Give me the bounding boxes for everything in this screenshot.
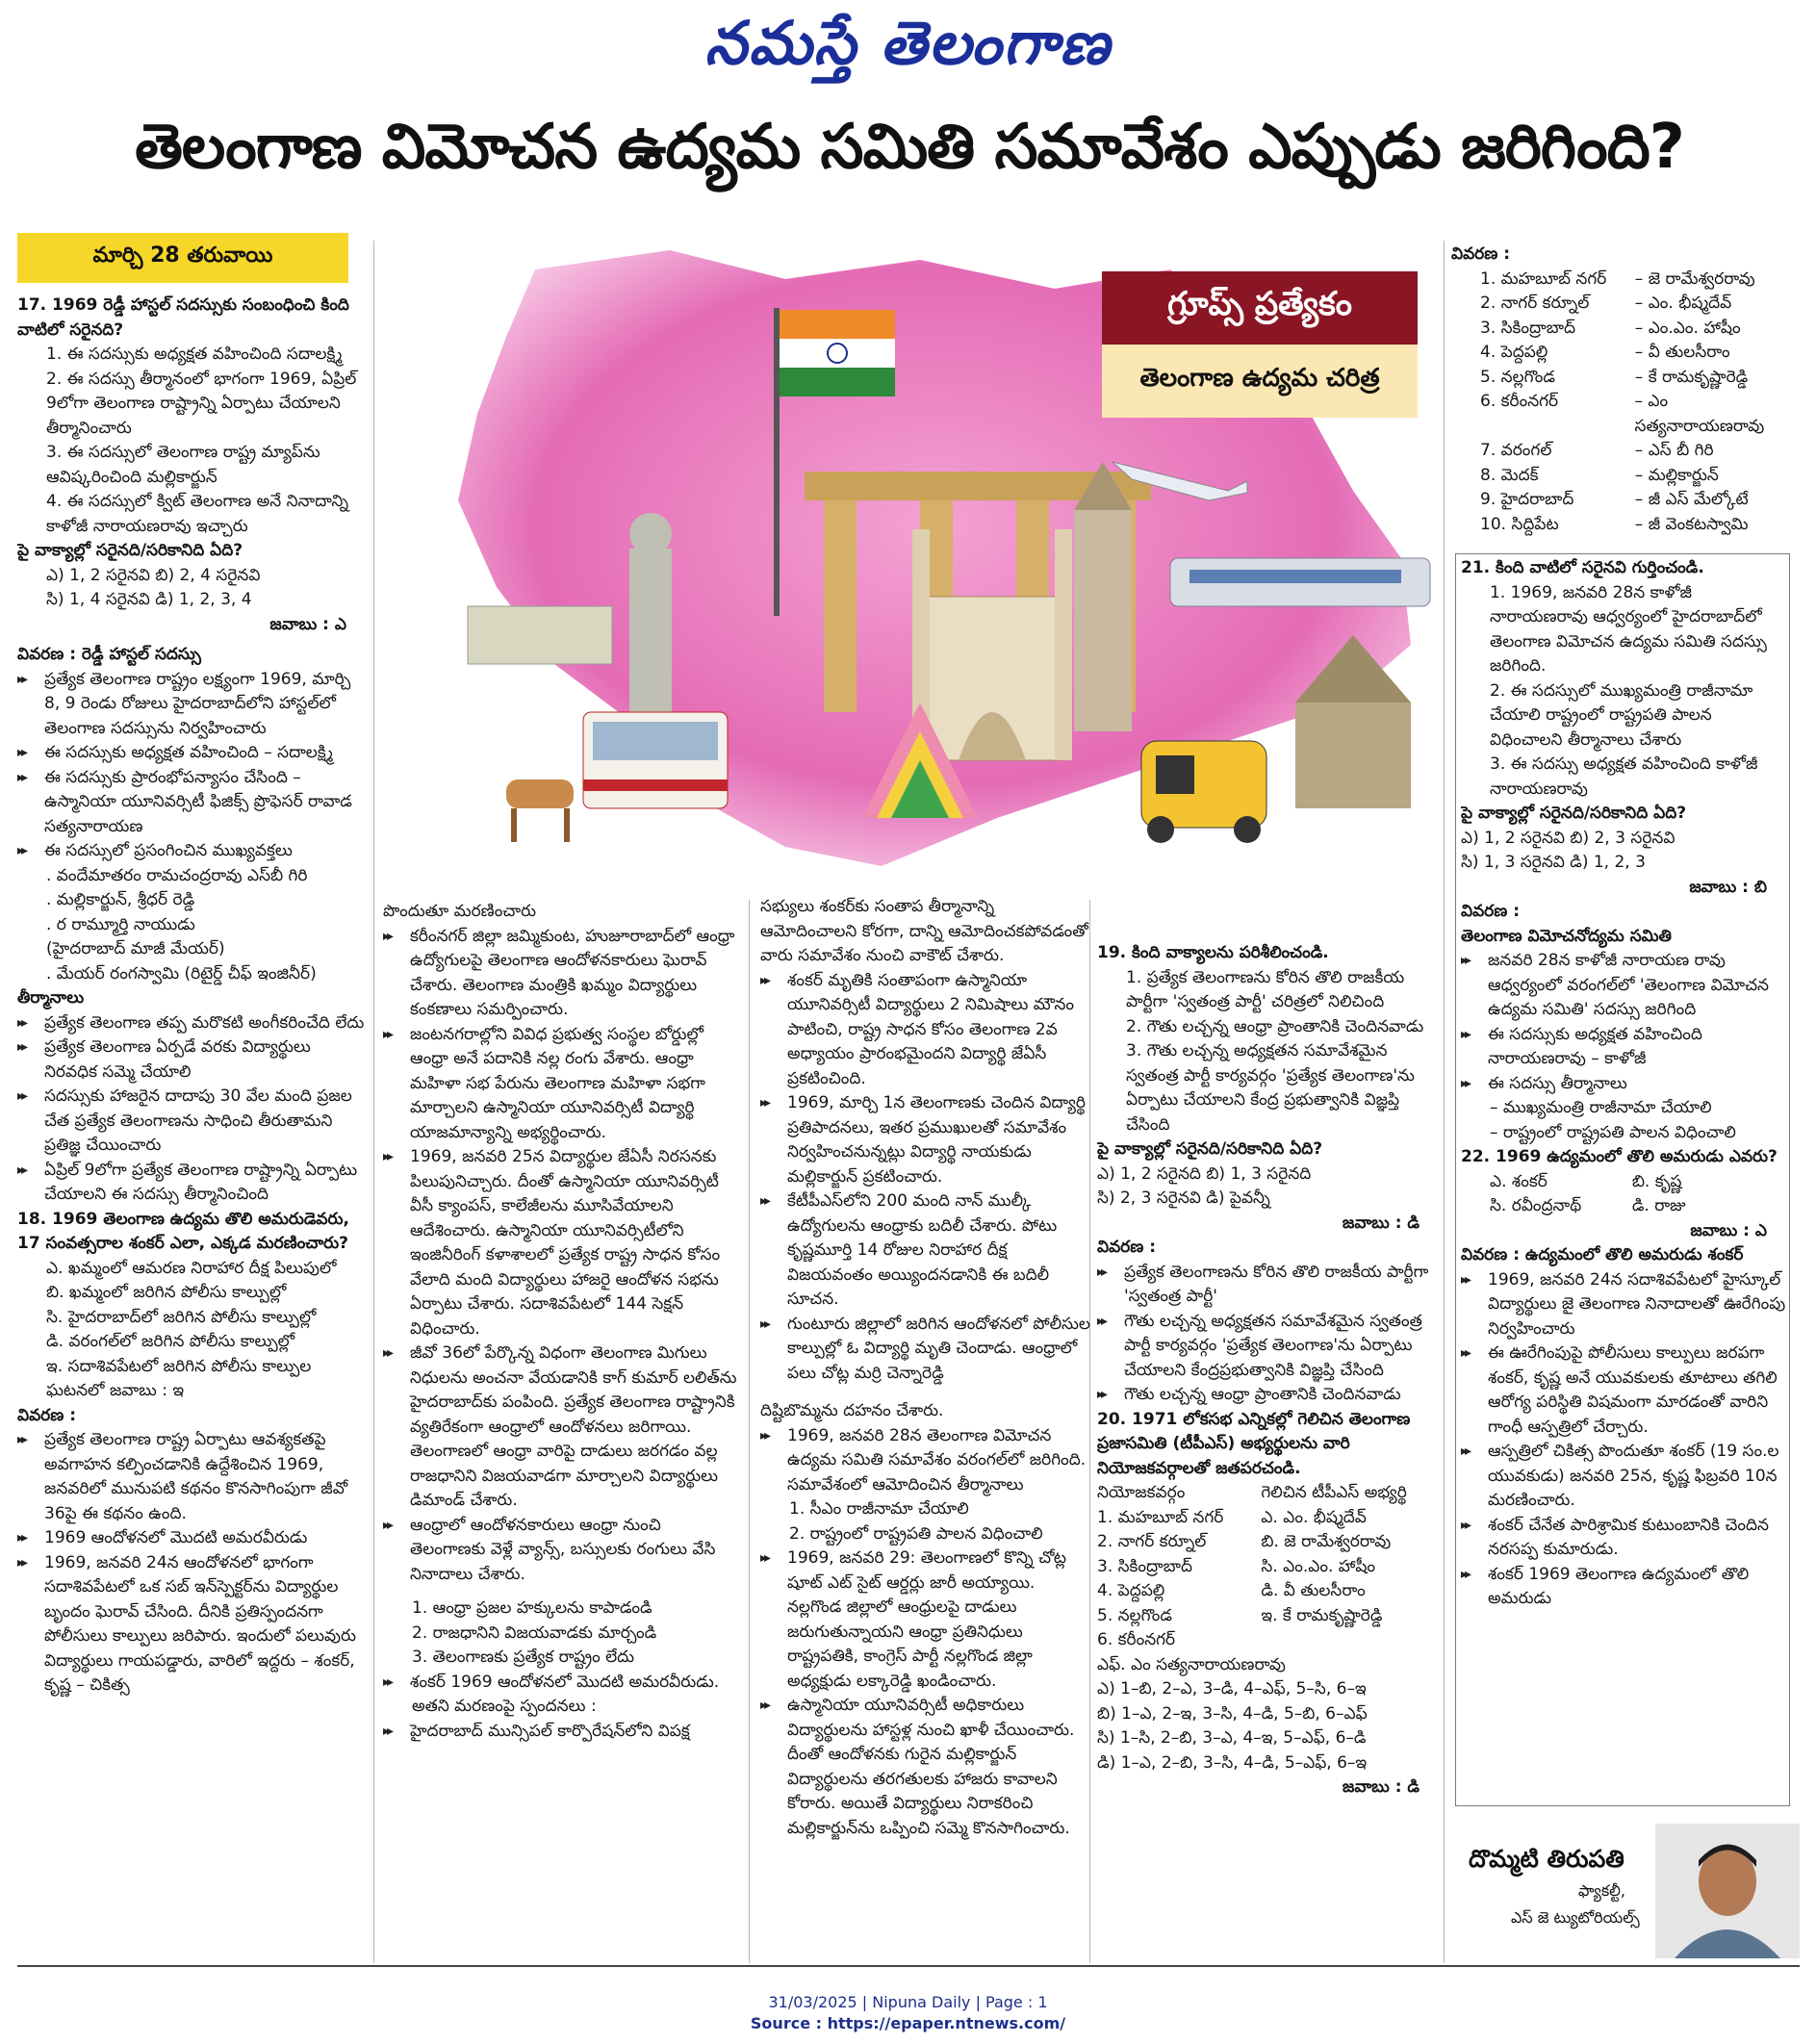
column-4 (1097, 941, 1439, 1961)
explain-candidate: – జీ ఎస్ మేల్కోటే (1634, 490, 1749, 509)
q20-explain-row (1451, 292, 1803, 317)
q20-answer: జవాబు : డి (1342, 1777, 1420, 1797)
question-19: 19. కింది వాక్యాలను పరిశీలించండి. (1097, 943, 1329, 962)
q19-choices-cd: సి) 2, 3 సరైనవి డి) పైవన్నీ (1097, 1188, 1270, 1208)
q17-answer: జవాబు : ఎ (269, 614, 346, 634)
q20-constituency: 2. నాగర్ కర్నూల్ (1097, 1532, 1207, 1551)
q18-option-c: సి. హైదరాబాద్‌లో జరిగిన పోలీసు కాల్పుల్లో (46, 1307, 317, 1327)
q22-choice-a: ఎ. శంకర్ (1490, 1171, 1547, 1191)
metro-train (1170, 558, 1430, 606)
question-22: 22. 1969 ఉద్యమంలో తొలి అమరుడు ఎవరు? (1461, 1147, 1778, 1166)
q17-option-2: 2. ఈ సదస్సు తీర్మానంలో భాగంగా 1969, ఏప్రిల్ 9లోగా తెలంగాణ రాష్ట్రాన్ని ఏర్పాటు చేయాలని తీర్మానించారు (46, 369, 357, 438)
q20-candidate: ఎ. ఎం. భీష్మదేవ్ (1261, 1507, 1367, 1527)
q20-row (1097, 1555, 1439, 1580)
q19-explanation-head: వివరణ : (1097, 1238, 1157, 1257)
q20-explain-row (1451, 513, 1803, 538)
col2-bullet-1: ▸▸ కరీంనగర్ జిల్లా జమ్మికుంట, హుజూరాబాద్‌లో ఆంధ్రా ఉద్యోగులపై తెలంగాణ ఆందోళనకారులు ఘెరావ్ చేశారు. తెలంగాణ మంత్రికి ఖమ్మం విద్యార్థులు కంకణాలు సమర్పించారు. (383, 925, 737, 1023)
q18-explanation-head: వివరణ : (17, 1405, 77, 1425)
q22-answer: జవాబు : ఎ (1690, 1220, 1767, 1240)
q20-explain-row (1451, 439, 1803, 464)
q20-head-candidate: గెలిచిన టీపీఎస్ అభ్యర్థి (1261, 1483, 1407, 1502)
author-card (1463, 1824, 1800, 1958)
q20-row (1097, 1604, 1439, 1629)
q22-bullet-4: ▸▸ శంకర్ చేనేత పారిశ్రామిక కుటుంబానికి చెందిన నరసప్ప కుమారుడు. (1461, 1514, 1786, 1563)
speaker-3-note: (హైదరాబాద్ మాజీ మేయర్) (46, 939, 225, 958)
column-divider (749, 900, 750, 1963)
q18-option-b: బి. ఖమ్మంలో జరిగిన పోలీసు కాల్పుల్లో (46, 1283, 287, 1302)
resolution-3: ▸▸ సదస్సుకు హాజరైన దాదాపు 30 వేల మంది ప్రజల చేత ప్రత్యేక తెలంగాణను సాధించి తీరుతామని ప్రతిజ్ఞ చేయించారు (17, 1085, 366, 1159)
q17-choices-ab: ఎ) 1, 2 సరైనవి బి) 2, 4 సరైనవి (46, 565, 261, 585)
q20-row (1097, 1530, 1439, 1555)
question-18: 18. 1969 తెలంగాణ ఉద్యమ తొలి అమరుడెవరు, 17 సంవత్సరాల శంకర్ ఎలా, ఎక్కడ మరణించారు? (17, 1209, 349, 1253)
explain-constituency: 2. నాగర్ కర్నూల్ (1480, 294, 1590, 313)
q22-choice-b: బి. కృష్ణ (1631, 1171, 1682, 1191)
col2-bullet-6: ▸▸ శంకర్ 1969 ఆందోళనలో మొదటి అమరవీరుడు. (383, 1671, 737, 1696)
explain-candidate: – ఎస్ బీ గిరి (1634, 441, 1714, 460)
explain-candidate: – ఎం.ఎం. హాషీం (1634, 318, 1741, 338)
explain-constituency: 9. హైదరాబాద్ (1480, 490, 1574, 509)
q18-option-e: ఇ. సదాశివపేటలో జరిగిన పోలీసు కాల్పుల ఘటనలో జవాబు : ఇ (46, 1356, 312, 1400)
q21-answer: జవాబు : బి (1689, 877, 1767, 897)
q19-choices-ab: ఎ) 1, 2 సరైనది బి) 1, 3 సరైనది (1097, 1163, 1312, 1184)
explain-constituency: 3. సికింద్రాబాద్ (1480, 318, 1575, 338)
resolutions-head: తీర్మానాలు (17, 988, 85, 1008)
col2-bullet-7: ▸▸ హైదరాబాద్ మున్సిపల్ కార్పొరేషన్‌లోని విపక్ష (383, 1720, 737, 1745)
footer-date-line: 31/03/2025 | Nipuna Daily | Page : 1 (768, 1993, 1048, 2011)
author-photo (1655, 1824, 1800, 1958)
author-name: దొమ్మటి తిరుపతి (1469, 1845, 1624, 1873)
resolution-1: ▸▸ ప్రత్యేక తెలంగాణ తప్ప మరొకటి అంగీకరించేది లేదు (17, 1011, 366, 1036)
col3-resolution-2: 2. రాష్ట్రంలో రాష్ట్రపతి పాలన విధించాలి (789, 1523, 1043, 1544)
col2-bullet-2: ▸▸ జంటనగరాల్లోని వివిధ ప్రభుత్వ సంస్థల బోర్డుల్లో ఆంధ్రా అనే పదానికి నల్ల రంగు వేశారు. ఆంధ్రా మహిళా సభ పేరును తెలంగాణ మహిళా సభగా మార్చాలని ఉస్మానియా యూనివర్సిటీ విద్యార్థి యాజమాన్యాన్ని అభ్యర్థించారు. (383, 1023, 737, 1146)
rtc-bus (583, 712, 728, 808)
q20-constituency: 3. సికింద్రాబాద్ (1097, 1556, 1192, 1576)
question-20: 20. 1971 లోకసభ ఎన్నికల్లో గెలిచిన తెలంగాణ ప్రజాసమితి (టీపీఎస్) అభ్యర్థులను వారి నియోజకవర్గాలతో జతపరచండి. (1097, 1409, 1411, 1478)
col3-bullet-6: ▸▸ 1969, జనవరి 28న తెలంగాణ విమోచన ఉద్యమ సమితి సమావేశం వరంగల్‌లో జరిగింది. సమావేశంలో ఆమోదించిన తీర్మానాలు (760, 1424, 1093, 1498)
col2-bullet-3: ▸▸ 1969, జనవరి 25న విద్యార్థుల జేఏసీ నిరసనకు పిలుపునిచ్చారు. దీంతో ఉస్మానియా యూనివర్సిటీ వీసీ క్యాంపస్, కాలేజీలను మూసివేయాలని ఆదేశించారు. ఉస్మానియా యూనివర్సిటీలోని ఇంజినీరింగ్ కళాశాలలో ప్రత్యేక రాష్ట్ర సాధన కోసం వేలాది మంది విద్యార్థులు హాజరై ఆందోళన సభను ఏర్పాటు చేశారు. సదాశివపేటలో 144 సెక్షన్ విధించారు. (383, 1145, 737, 1341)
q20-explain-row (1451, 317, 1803, 342)
q20-constituency: 5. నల్లగొండ (1097, 1605, 1172, 1625)
movement-history-banner: తెలంగాణ ఉద్యమ చరిత్ర (1102, 345, 1418, 418)
q22-choices-row (1461, 1170, 1786, 1195)
q19-answer: జవాబు : డి (1342, 1213, 1420, 1233)
col2-text-0: పొందుతూ మరణించారు (383, 902, 537, 921)
q20-choice-b: బి) 1–ఎ, 2–ఇ, 3–సి, 4–డి, 5–బి, 6–ఎఫ్ (1097, 1703, 1368, 1724)
deer (506, 779, 574, 842)
q22-bullet-2: ▸▸ ఈ ఊరేగింపుపై పోలీసులు కాల్పులు జరపగా శంకర్, కృష్ణ అనే యువకులకు తూటాలు తగిలి ఆరోగ్య పరిస్థితి విషమంగా మారడంతో వారిని గాంధీ ఆస్పత్రిలో చేర్చారు. (1461, 1341, 1786, 1440)
q17-explain-bullet-1: ▸▸ ప్రత్యేక తెలంగాణ రాష్ట్రం లక్ష్యంగా 1969, మార్చి 8, 9 రెండు రోజులు హైదరాబాద్‌లోని హాస్టల్‌లో తెలంగాణ సదస్సును నిర్వహించారు (17, 668, 366, 742)
q20-candidate: డి. వీ తులసీరాం (1261, 1581, 1366, 1600)
q20-explain-row (1451, 268, 1803, 293)
q18-bullet-3: ▸▸ 1969, జనవరి 24న ఆందోళనలో భాగంగా సదాశివపేటలో ఒక సబ్ ఇన్‌స్పెక్టర్‌ను విద్యార్థుల బృందం ఘెరావ్ చేసింది. దీనికి ప్రతిస్పందనగా పోలీసులు కాల్పులు జరిపారు. ఇందులో పలువురు విద్యార్థులు గాయపడ్డారు, వారిలో ఇద్దరు – శంకర్, కృష్ణ – చికిత్స (17, 1551, 366, 1699)
q17-explain-bullet-2: ▸▸ ఈ సదస్సుకు అధ్యక్షత వహించింది – సదాలక్ష్మి (17, 741, 366, 766)
q21-option-2: 2. ఈ సదస్సులో ముఖ్యమంత్రి రాజీనామా చేయాలి రాష్ట్రంలో రాష్ట్రపతి పాలన విధించాలని తీర్మానాలు చేశారు (1490, 680, 1753, 750)
speaker-1: . వందేమాతరం రామచంద్రరావు ఎస్‌బీ గిరి (46, 865, 308, 885)
explain-constituency: 4. పెద్దపల్లి (1480, 343, 1548, 362)
flag-pole (774, 308, 780, 616)
speaker-4: . మేయర్ రంగస్వామి (రిటైర్డ్ చీఫ్ ఇంజినీర్) (46, 963, 317, 984)
page-footer (0, 1992, 1816, 2034)
q22-choice-c: సి. రవీంద్రనాథ్ (1490, 1196, 1582, 1215)
q18-bullet-2: ▸▸ 1969 ఆందోళనలో మొదటి అమరవీరుడు (17, 1526, 366, 1551)
slogan-1: 1. ఆంధ్రా ప్రజల హక్కులను కాపాడండి (412, 1598, 652, 1618)
q20-constituency: 1. మహబూబ్ నగర్ (1097, 1507, 1224, 1527)
question-17: 17. 1969 రెడ్డీ హాస్టల్ సదస్సుకు సంబంధించి కింది వాటిలో సరైనది? (17, 295, 349, 340)
explain-candidate: – కే రామకృష్ణారెడ్డి (1634, 367, 1749, 387)
column-divider (1444, 241, 1445, 1963)
q17-explain-bullet-4: ▸▸ ఈ సదస్సులో ప్రసంగించిన ముఖ్యవక్తలు (17, 839, 366, 864)
col2-bullet-4: ▸▸ జీవో 36లో పేర్కొన్న విధంగా తెలంగాణ మిగులు నిధులను అంచనా వేయడానికి కాగ్ కుమార్ లలిత్‌ను హైదరాబాద్‌కు పంపింది. ప్రత్యేక తెలంగాణ రాష్ట్రానికి వ్యతిరేకంగా ఆంధ్రాలో ఆందోళనలు జరిగాయి. తెలంగాణలో ఆంధ్రా వారిపై దాడులు జరగడం వల్ల రాజధానిని విజయవాడగా మార్చాలని విద్యార్థులు డిమాండ్ చేశారు. (383, 1341, 737, 1514)
q20-explain-row (1451, 488, 1803, 513)
q21-bullet-3: ▸▸ ఈ సదస్సు తీర్మానాలు (1461, 1072, 1786, 1097)
col2-bullet-5: ▸▸ ఆంధ్రాలో ఆందోళనకారులు ఆంధ్రా నుంచి తెలంగాణకు వెళ్లే వ్యాన్స్, బస్సులకు రంగులు వేసి నినాదాలు చేశారు. (383, 1514, 737, 1588)
groups-special-banner: గ్రూప్స్ ప్రత్యేకం (1102, 271, 1418, 345)
q21-option-3: 3. ఈ సదస్సు అధ్యక్షత వహించింది కాళోజీ నారాయణరావు (1490, 754, 1758, 799)
q20-head-constituency: నియోజకవర్గం (1097, 1483, 1186, 1502)
q22-bullet-5: ▸▸ శంకర్ 1969 తెలంగాణ ఉద్యమంలో తొలి అమరుడు (1461, 1563, 1786, 1612)
explain-candidate: – వీ తులసీరాం (1634, 343, 1730, 362)
q20-explain-row (1451, 464, 1803, 489)
explain-candidate: – జె రామేశ్వరరావు (1634, 268, 1755, 289)
col3-resolution-1: 1. సీఎం రాజీనామా చేయాలి (789, 1499, 969, 1519)
continuation-tag: మార్చి 28 తరువాయి (17, 233, 348, 283)
column-divider (373, 241, 374, 1963)
q17-explain-bullet-3: ▸▸ ఈ సదస్సుకు ప్రారంభోపన్యాసం చేసింది – ఉస్మానియా యూనివర్సిటీ ఫిజిక్స్ ప్రొఫెసర్ రావాడ సత్యనారాయణ (17, 766, 366, 840)
column-3 (760, 895, 1093, 1958)
q18-option-d: డి. వరంగల్‌లో జరిగిన పోలీసు కాల్పుల్లో (46, 1332, 295, 1351)
page-headline: తెలంగాణ విమోచన ఉద్యమ సమితి సమావేశం ఎప్పుడు జరిగింది? (135, 112, 1684, 183)
q19-option-3: 3. గౌతు లచ్చన్న అధ్యక్షతన సమావేశమైన స్వతంత్ర పార్టీ కార్యవర్గం 'ప్రత్యేక తెలంగాణ'ను ఏర్పాటు చేయాలని కేంద్ర ప్రభుత్వానికి విజ్ఞప్తి చేసింది (1126, 1041, 1415, 1135)
q20-row (1097, 1628, 1439, 1653)
q20-explanation-head: వివరణ : (1451, 244, 1511, 264)
q20-candidate: బి. జె రామేశ్వరరావు (1261, 1532, 1392, 1551)
q20-row (1097, 1579, 1439, 1604)
buddha-statue (629, 513, 672, 712)
speaker-3: . ర రామ్మూర్తి నాయుడు (46, 914, 195, 934)
q17-option-4: 4. ఈ సదస్సులో క్విట్ తెలంగాణ అనే నినాదాన్ని కాళోజీ నారాయణరావు ఇచ్చారు (46, 492, 349, 536)
q22-bullet-3: ▸▸ ఆస్పత్రిలో చికిత్స పొందుతూ శంకర్ (19 సం.ల యువకుడు) జనవరి 25న, కృష్ణ ఫిబ్రవరి 10న మరణించారు. (1461, 1440, 1786, 1514)
q19-bullet-2: ▸▸ గౌతు లచ్చన్న అధ్యక్షతన సమావేశమైన స్వతంత్ర పార్టీ కార్యవర్గం 'ప్రత్యేక తెలంగాణ'ను ఏర్పాటు చేయాలని కేంద్రప్రభుత్వానికి విజ్ఞప్తి చేసింది (1097, 1310, 1439, 1384)
q20-explain-row (1451, 366, 1803, 391)
q19-option-2: 2. గౌతు లచ్చన్న ఆంధ్రా ప్రాంతానికి చెందినవాడు (1126, 1016, 1424, 1036)
column-5-box-content (1461, 556, 1786, 1798)
col3-text-5: దిష్టిబొమ్మను దహనం చేశారు. (760, 1401, 944, 1420)
stadium (468, 606, 612, 664)
q18-option-a: ఎ. ఖమ్మంలో ఆమరణ నిరాహార దీక్ష పిలుపులో (46, 1258, 337, 1278)
q17-option-1: 1. ఈ సదస్సుకు అధ్యక్షత వహించింది సదాలక్ష్మి (46, 345, 343, 364)
q20-explain-row (1451, 390, 1803, 439)
q20-choice-d: డి) 1–ఎ, 2–బి, 3–సి, 4–డి, 5–ఎఫ్, 6–ఇ (1097, 1752, 1368, 1773)
column-1-upper (17, 294, 366, 1699)
resolution-4: ▸▸ ఏప్రిల్ 9లోగా ప్రత్యేక తెలంగాణ రాష్ట్రాన్ని ఏర్పాటు చేయాలని ఈ సదస్సు తీర్మానించింది (17, 1159, 366, 1208)
q21-bullet-1: ▸▸ జనవరి 28న కాళోజీ నారాయణ రావు ఆధ్వర్యంలో వరంగల్‌లో 'తెలంగాణ విమోచన ఉద్యమ సమితి' సదస్సు జరిగింది (1461, 949, 1786, 1023)
col3-bullet-2: ▸▸ 1969, మార్చి 1న తెలంగాణకు చెందిన విద్యార్థి ప్రతిపాదనలు, ఇతర ప్రముఖులతో సమావేశం నిర్వహించనున్నట్లు విద్యార్థి నాయకుడు మల్లికార్జున్ ప్రకటించారు. (760, 1091, 1093, 1189)
explain-constituency: 1. మహబూబ్ నగర్ (1480, 268, 1607, 289)
q17-choices-cd: సి) 1, 4 సరైనవి డి) 1, 2, 3, 4 (46, 590, 252, 609)
question-21: 21. కింది వాటిలో సరైనవి గుర్తించండి. (1461, 558, 1704, 577)
q20-constituency: 4. పెద్దపల్లి (1097, 1581, 1165, 1600)
explain-constituency: 5. నల్లగొండ (1480, 367, 1555, 387)
explain-candidate: – ఎం. భీష్మదేవ్ (1634, 294, 1732, 313)
explain-constituency: 10. సిద్దిపేట (1480, 514, 1559, 534)
q19-option-1: 1. ప్రత్యేక తెలంగాణను కోరిన తొలి రాజకీయ పార్టీగా 'స్వతంత్ర పార్టీ' చరిత్రలో నిలిచింది (1126, 967, 1405, 1011)
q20-row (1097, 1506, 1439, 1531)
footer-source-link[interactable]: Source : https://epaper.ntnews.com/ (750, 2014, 1066, 2032)
q17-prompt: పై వాక్యాల్లో సరైనది/సరికానిది ఏది? (17, 541, 243, 560)
q18-bullet-1: ▸▸ ప్రత్యేక తెలంగాణ రాష్ట్ర ఏర్పాటు ఆవశ్యకతపై అవగాహన కల్పించడానికి ఉద్దేశించిన 1969, జనవరిలో మునుపటి కథనం కొనసాగింపుగా జీవో 36పై ఈ కథనం ఉంది. (17, 1428, 366, 1526)
q21-option-1: 1. 1969, జనవరి 28న కాళోజీ నారాయణరావు ఆధ్వర్యంలో హైదరాబాద్‌లో తెలంగాణ విమోచన ఉద్యమ సమితి సదస్సు జరిగింది. (1490, 582, 1767, 676)
auto-rickshaw (1141, 741, 1266, 843)
q21-choices-ab: ఎ) 1, 2 సరైనవి బి) 2, 3 సరైనవి (1461, 828, 1675, 848)
column-5-upper (1451, 243, 1803, 537)
explain-constituency: 6. కరీంనగర్ (1480, 392, 1559, 411)
col3-bullet-4: ▸▸ గుంటూరు జిల్లాలో జరిగిన ఆందోళనలో పోలీసుల కాల్పుల్లో ఓ విద్యార్థి మృతి చెందాడు. ఆంధ్రాలో పలు చోట్ల మర్రి చెన్నారెడ్డి (760, 1313, 1093, 1387)
q20-choice-a: ఎ) 1–బి, 2–ఎ, 3–డి, 4–ఎఫ్, 5–సి, 6–ఇ (1097, 1679, 1367, 1699)
explain-constituency: 8. మెదక్ (1480, 465, 1539, 485)
flag-green (780, 368, 895, 396)
col3-bullet-7: ▸▸ 1969, జనవరి 29: తెలంగాణలో కొన్ని చోట్ల షూట్ ఎట్ సైట్ ఆర్డర్లు జారీ అయ్యాయి. నల్లగొండ జిల్లాలో ఆంధ్రులపై దాడులు జరుగుతున్నాయని ఆంధ్రా ప్రతినిధులు రాష్ట్రపతికి, కాంగ్రెస్ పార్టీ నల్లగొండ జిల్లా అధ్యక్షుడు లక్కారెడ్డి ఖండించారు. (760, 1546, 1093, 1694)
q21-explanation-head: వివరణ : (1461, 902, 1521, 921)
q21-resolution-1: – ముఖ్యమంత్రి రాజీనామా చేయాలి (1490, 1098, 1712, 1117)
explain-candidate: – మల్లికార్జున్ (1634, 465, 1719, 485)
q21-choices-cd: సి) 1, 3 సరైనవి డి) 1, 2, 3 (1461, 853, 1646, 872)
explain-candidate: – ఎం సత్యనారాయణరావు (1634, 392, 1765, 436)
explain-candidate: – జీ వెంకటస్వామి (1634, 514, 1749, 534)
col3-bullet-3: ▸▸ కేటీపీఎస్‌లోని 200 మంది నాన్ ముల్కీ ఉద్యోగులను ఆంధ్రాకు బదిలీ చేశారు. పోటు కృష్ణమూర్తి 14 రోజుల నిరాహార దీక్ష విజయవంతం అయ్యిందనడానికి ఈ బదిలీ సూచన. (760, 1189, 1093, 1313)
col3-text-0: సభ్యులు శంకర్‌కు సంతాప తీర్మానాన్ని ఆమోదించాలని కోరగా, దాన్ని ఆమోదించకపోవడంతో వారు సమావేశం నుంచి వాకౌట్ చేశారు. (760, 897, 1088, 965)
footer-rule (17, 1965, 1800, 1967)
q22-bullet-1: ▸▸ 1969, జనవరి 24న సదాశివపేటలో హైస్కూల్ విద్యార్థులు జై తెలంగాణ నినాదాలతో ఊరేగింపు నిర్వహించారు (1461, 1268, 1786, 1342)
resolution-2: ▸▸ ప్రత్యేక తెలంగాణ ఏర్పడే వరకు విద్యార్థులు నిరవధిక సమ్మె చేయాలి (17, 1035, 366, 1085)
q21-resolution-2: – రాష్ట్రంలో రాష్ట్రపతి పాలన విధించాలి (1490, 1122, 1736, 1142)
author-role: ఫ్యాకల్టీ, (1578, 1881, 1625, 1900)
q20-extra-candidate: ఎఫ్. ఎం సత్యనారాయణరావు (1097, 1654, 1286, 1674)
q20-constituency: 6. కరీంనగర్ (1097, 1630, 1176, 1649)
q17-option-3: 3. ఈ సదస్సులో తెలంగాణ రాష్ట్ర మ్యాప్‌ను ఆవిష్కరించింది మల్లికార్జున్ (46, 443, 320, 487)
slogan-3: 3. తెలంగాణకు ప్రత్యేక రాష్ట్రం లేదు (412, 1648, 635, 1667)
slogan-2: 2. రాజధానిని విజయవాడకు మార్చండి (412, 1622, 657, 1643)
q20-choice-c: సి) 1–సి, 2–బి, 3–ఎ, 4–ఇ, 5–ఎఫ్, 6–డి (1097, 1728, 1367, 1748)
q19-bullet-1: ▸▸ ప్రత్యేక తెలంగాణను కోరిన తొలి రాజకీయ పార్టీగా 'స్వతంత్ర పార్టీ' (1097, 1261, 1439, 1310)
q21-explanation-subhead: తెలంగాణ విమోచనోద్యమ సమితి (1461, 926, 1672, 946)
flag-saffron (780, 310, 895, 339)
q22-explanation-head: వివరణ : ఉద్యమంలో తొలి అమరుడు శంకర్ (1461, 1245, 1744, 1265)
speaker-2: . మల్లికార్జున్, శ్రీధర్ రెడ్డి (46, 890, 195, 909)
author-institution: ఎస్ జె ట్యుటోరియల్స్ (1511, 1908, 1640, 1927)
q21-bullet-2: ▸▸ ఈ సదస్సుకు అధ్యక్షత వహించింది నారాయణరావు – కాళోజీ (1461, 1023, 1786, 1072)
q22-choices-row (1461, 1194, 1786, 1219)
col3-bullet-1: ▸▸ శంకర్ మృతికి సంతాపంగా ఉస్మానియా యూనివర్సిటీ విద్యార్థులు 2 నిమిషాలు మౌనం పాటించి, రాష్ట్ర సాధన కోసం తెలంగాణ 2వ అధ్యాయం ప్రారంభమైందని విద్యార్థి జేఏసీ ప్రకటించింది. (760, 969, 1093, 1092)
clock-tower (1074, 462, 1132, 731)
explain-constituency: 7. వరంగల్ (1480, 441, 1552, 460)
col3-bullet-8: ▸▸ ఉస్మానియా యూనివర్సిటీ అధికారులు విద్యార్థులను హాస్టళ్ల నుంచి ఖాళీ చేయించారు. దీంతో ఆందోళనకు గురైన మల్లికార్జున్ విద్యార్థులను తరగతులకు హాజరు కావాలని కోరారు. అయితే విద్యార్థులు నిరాకరించి మల్లికార్జున్‌ను ఒప్పించి సమ్మె కొనసాగించారు. (760, 1694, 1093, 1841)
masthead-logo[interactable]: నమస్తే తెలంగాణ (704, 8, 1112, 78)
q17-explanation-head: వివరణ : రెడ్డీ హాస్టల్ సదస్సు (17, 645, 201, 664)
column-2 (383, 900, 737, 1958)
q20-table-head (1097, 1481, 1439, 1506)
q20-candidate: సి. ఎం.ఎం. హాషీం (1261, 1556, 1376, 1576)
q21-prompt: పై వాక్యాల్లో సరైనది/సరికానిది ఏది? (1461, 804, 1687, 823)
q20-explain-row (1451, 341, 1803, 366)
q20-candidate: ఇ. కే రామకృష్ణారెడ్డి (1261, 1605, 1383, 1625)
q22-choice-d: డి. రాజు (1631, 1196, 1686, 1215)
q19-bullet-3: ▸▸ గౌతు లచ్చన్న ఆంధ్రా ప్రాంతానికి చెందినవాడు (1097, 1383, 1439, 1408)
reactions-head: అతని మరణంపై స్పందనలు : (412, 1697, 597, 1716)
q19-prompt: పై వాక్యాల్లో సరైనది/సరికానిది ఏది? (1097, 1139, 1323, 1159)
